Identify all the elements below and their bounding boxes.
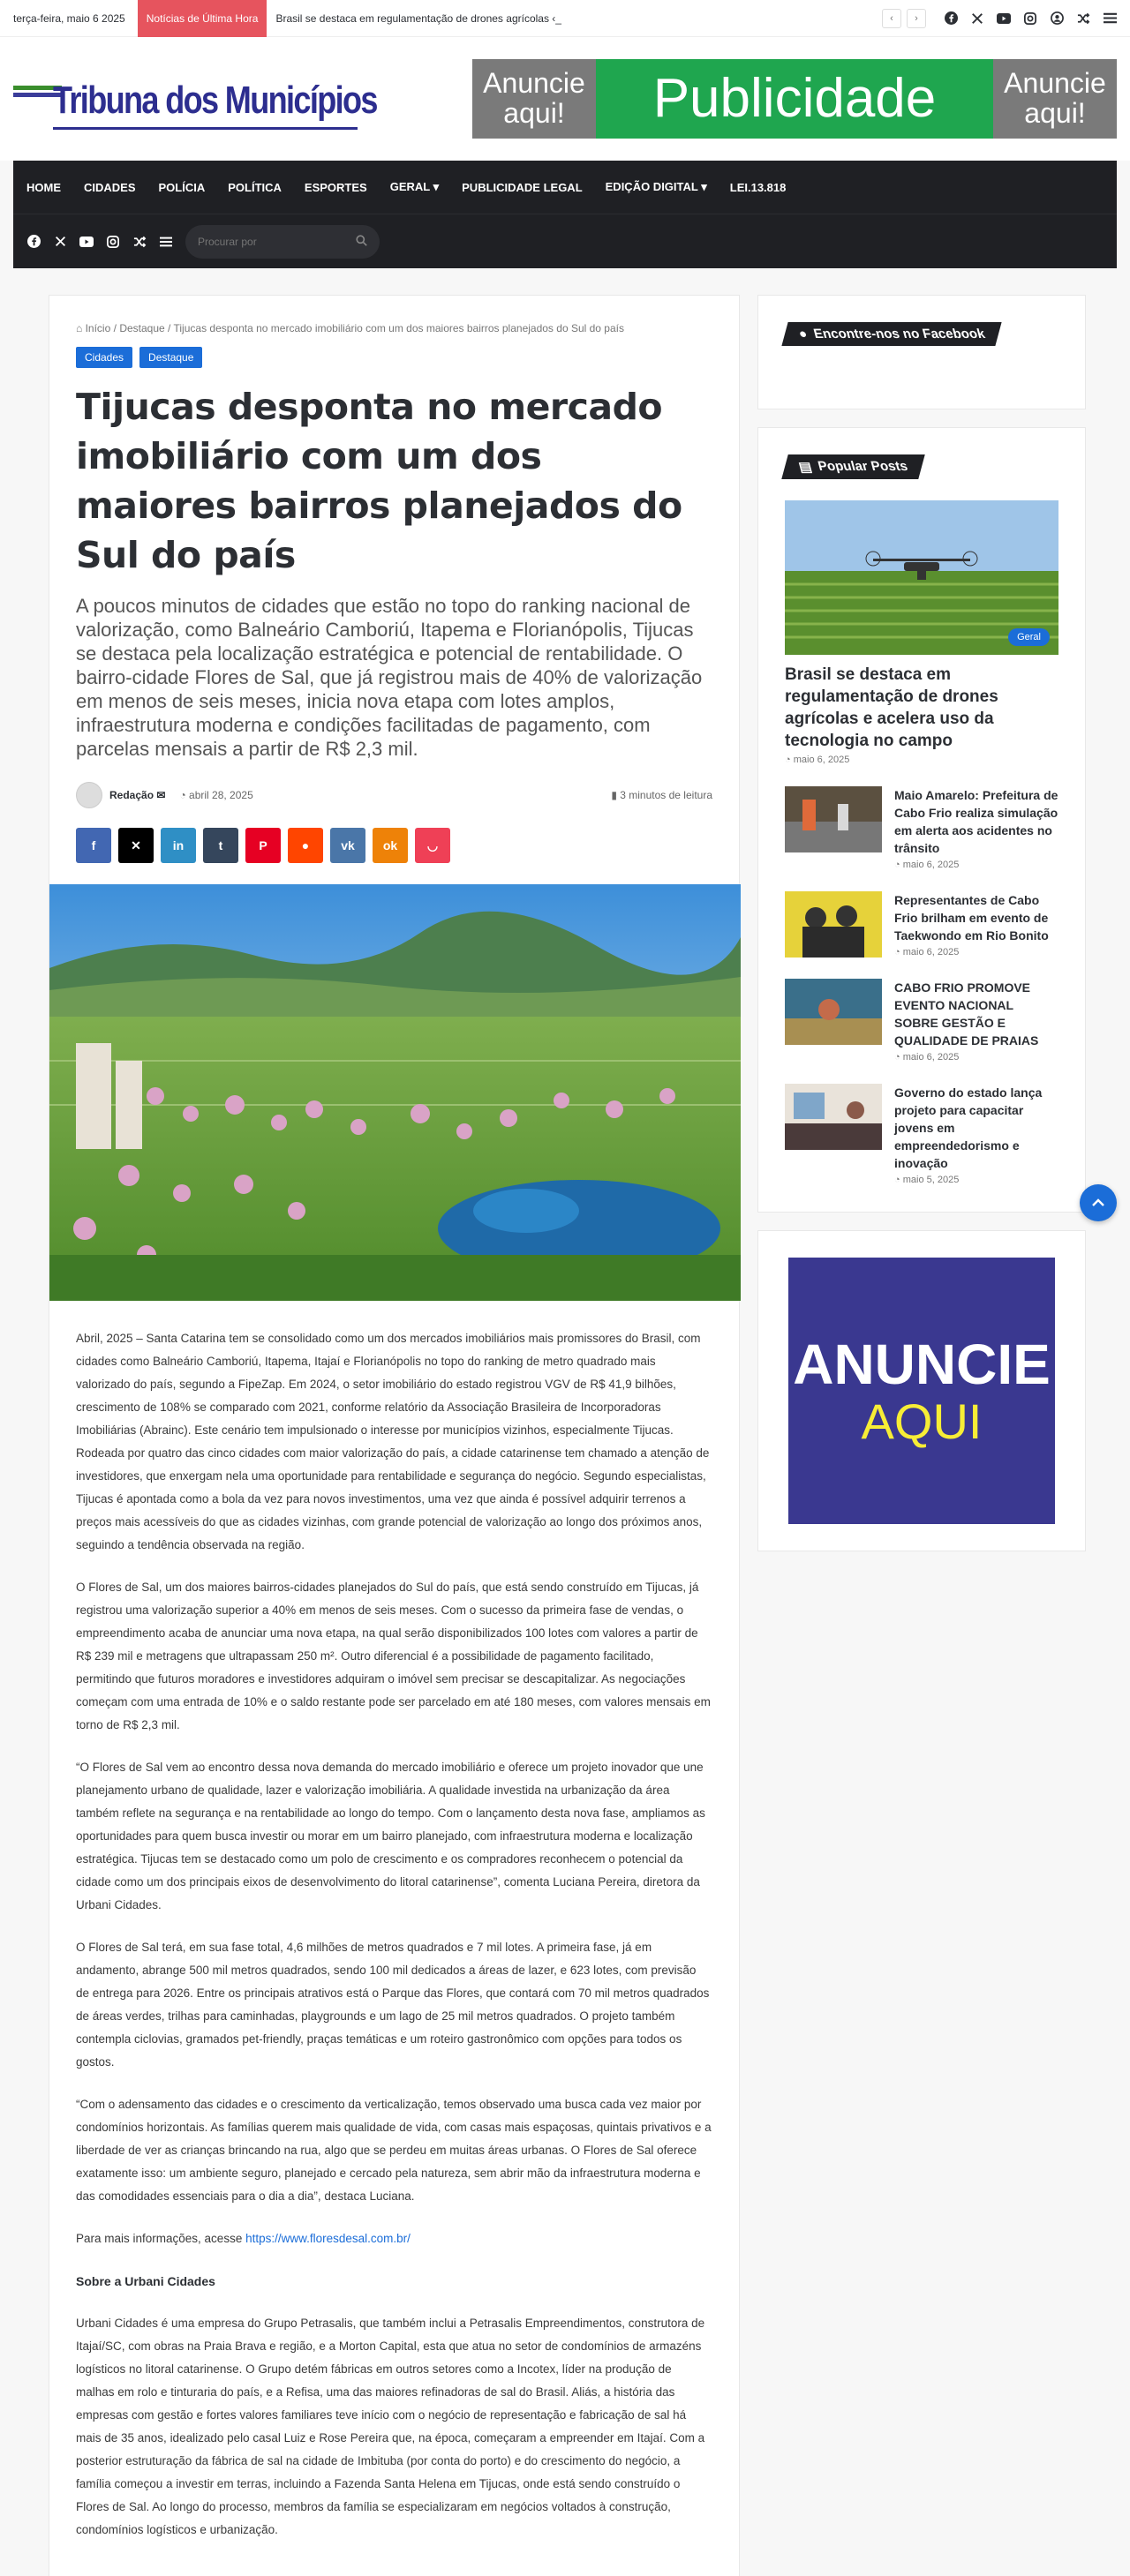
ticker-nav <box>882 9 926 28</box>
article-title: Tijucas desponta no mercado imobiliário com um dos maiores bairros planejados do Sul do país <box>76 386 682 576</box>
instagram-icon[interactable] <box>1023 11 1037 26</box>
facebook-widget-title-text: Encontre-nos no Facebook <box>811 327 987 342</box>
logo-text: Tribuna dos Municípios <box>53 79 377 122</box>
youtube-icon[interactable] <box>997 11 1011 26</box>
nav-item-geral[interactable] <box>379 180 450 194</box>
more-info-label: Para mais informações, acesse <box>76 2232 243 2245</box>
list-item <box>785 891 1058 958</box>
article <box>49 295 740 2576</box>
breadcrumb-section[interactable]: Destaque <box>119 322 165 334</box>
author-name[interactable] <box>109 789 165 801</box>
nav-item-cidades[interactable]: CIDADES <box>84 180 136 194</box>
top-social-icons <box>944 11 1117 26</box>
clock-icon: ◔ <box>894 1052 900 1063</box>
share-pinterest-button[interactable]: P <box>245 828 281 863</box>
article-subtitle: A poucos minutos de cidades que estão no topo do ranking nacional de valorização, como Balneário Camboriú, Itapema e Florianópolis, Tijucas se destaca pela localização estratégica e potencial de rentabilidade. O bairro-cidade Flores de Sal, que já registrou mais de 40% de valorização em menos de seis meses, inicia nova etapa com lotes amplos, infraestrutura moderna e condições facilitadas de pagamento, com parcelas mensais a partir de R$ 2,3 mil. <box>76 595 703 760</box>
clock-icon: ◔ <box>179 789 190 801</box>
nav-item-publicidade-legal[interactable]: PUBLICIDADE LEGAL <box>462 180 583 194</box>
featured-post-image[interactable] <box>785 500 1058 655</box>
envelope-icon: ✉ <box>156 789 166 801</box>
list-item <box>785 786 1058 870</box>
share-linkedin-button[interactable]: in <box>161 828 196 863</box>
list-item <box>785 979 1058 1063</box>
article-paragraph: Abril, 2025 – Santa Catarina tem se consolidado como um dos mercados imobiliários mais promissores do Brasil, com cidades como Balneário Camboriú, Itapema, Itajaí e Florianópolis no topo do ranking de metro quadrado mais valorizado do país, segundo a FipeZap. Em 2024, o setor imobiliário do estado registrou VGV de R$ 41,9 bilhões, crescimento de 108% se comparado com 2021, conforme relatório da Associação Brasileira de Incorporadoras Imobiliárias (Abrainc). Este cenário tem impulsionado o interesse por municípios vizinhos, especialmente Tijucas. Rodeada por quatro das cinco cidades com maior valorização do país, a cidade catarinense tem chamado a atenção de investidores, que enxergam nela uma oportunidade para rentabilidade e segurança do negócio. Segundo especialistas, Tijucas é apontada como a bola da vez para novos investimentos, uma vez que ainda é possível adquirir terrenos a preços mais acessíveis do que as cidades vizinhas, com grande potencial de valorização ao longo dos próximos anos, seguindo a tendência observada na região. <box>76 1332 710 1551</box>
article-paragraph: “Com o adensamento das cidades e o crescimento da verticalização, temos observado uma busca cada vez maior por condomínios horizontais. As famílias querem mais qualidade de vida, com casas mais espaçosas, quintais privativos e a liberdade de ver as crianças brincando na rua, algo que se perdeu em muitas áreas urbanas. O Flores de Sal oferece exatamente isso: um ambiente seguro, planejado e cercado pela natureza, sem abrir mão da infraestrutura moderna e das comodidades essenciais para o dia a dia”, destaca Luciana. <box>76 2098 712 2203</box>
instagram-icon[interactable] <box>106 235 120 249</box>
post-date-text: maio 6, 2025 <box>902 947 960 958</box>
post-date-text: maio 6, 2025 <box>902 1052 960 1063</box>
facebook-icon[interactable] <box>944 11 958 26</box>
breadcrumb-current: Tijucas desponta no mercado imobiliário com um dos maiores bairros planejados do Sul do país <box>173 322 624 334</box>
article-meta <box>76 782 712 808</box>
avatar[interactable] <box>76 782 102 808</box>
post-title[interactable]: CABO FRIO PROMOVE EVENTO NACIONAL SOBRE GESTÃO E QUALIDADE DE PRAIAS <box>894 980 1039 1048</box>
author-name-label: Redação <box>109 789 154 801</box>
facebook-icon: ● <box>796 327 810 342</box>
nav-item-lei[interactable]: LEI.13.818 <box>729 180 787 194</box>
ad-line1: ANUNCIE <box>793 1333 1051 1396</box>
main-navigation <box>13 161 1117 268</box>
article-date: abril 28, 2025 <box>189 789 253 801</box>
current-date: terça-feira, maio 6 2025 <box>13 11 125 25</box>
featured-post-date <box>785 755 1058 765</box>
share-buttons <box>76 828 712 884</box>
clock-icon: ◔ <box>785 755 791 765</box>
clock-icon: ◔ <box>894 860 900 870</box>
banner-left-text: Anuncie aqui! <box>472 59 596 139</box>
site-logo[interactable] <box>13 68 377 130</box>
share-reddit-button[interactable]: ● <box>288 828 323 863</box>
nav-menu <box>13 161 1117 214</box>
post-date <box>894 1052 1058 1063</box>
document-icon: ▤ <box>796 460 814 475</box>
post-title[interactable]: Governo do estado lança projeto para capacitar jovens em empreendedorismo e inovação <box>894 1085 1043 1170</box>
search-input[interactable] <box>198 236 348 248</box>
post-thumbnail[interactable] <box>785 891 882 958</box>
youtube-icon[interactable] <box>79 235 94 249</box>
user-login-icon[interactable] <box>1050 11 1064 26</box>
share-pocket-button[interactable]: ◡ <box>415 828 450 863</box>
share-vk-button[interactable]: vk <box>330 828 365 863</box>
post-date <box>894 860 1058 870</box>
site-header <box>0 37 1130 161</box>
breaking-news-label: Notícias de Última Hora <box>138 0 267 37</box>
article-hero-image <box>49 884 741 1301</box>
post-title[interactable]: Maio Amarelo: Prefeitura de Cabo Frio realiza simulação em alerta aos acidentes no trânsito <box>894 788 1058 855</box>
ticker-prev-button[interactable]: ‹ <box>882 9 901 28</box>
sidebar-ad-banner[interactable] <box>788 1258 1055 1524</box>
home-icon: ⌂ <box>76 322 83 334</box>
nav-item-edicao-digital-label: EDIÇÃO DIGITAL <box>605 180 698 193</box>
chevron-down-icon: ▾ <box>701 180 707 193</box>
read-time-label: 3 minutos de leitura <box>620 789 712 801</box>
category-tag-destaque[interactable]: Destaque <box>139 347 202 368</box>
breadcrumb-separator: / <box>168 322 171 334</box>
more-info-link[interactable]: https://www.floresdesal.com.br/ <box>245 2232 411 2245</box>
random-article-icon[interactable] <box>1076 11 1090 26</box>
article-paragraph: O Flores de Sal terá, em sua fase total, 4,6 milhões de metros quadrados e 7 mil lotes. A primeira fase, já em andamento, abrange 500 mil metros quadrados, sendo 100 mil dedicados a áreas de lazer, e 623 lotes, com previsão de entrega para 2026. Entre os principais atrativos está o Parque das Flores, que contará com 70 mil metros quadrados de áreas verdes, trilhas para caminhadas, playgrounds e um lago de 25 mil metros quadrados. O projeto também contempla ciclovias, gramados pet-friendly, praças temáticas e um roteiro gastronômico com opções para todos os gostos. <box>76 1941 710 2069</box>
about-heading: Sobre a Urbani Cidades <box>76 2274 215 2288</box>
ad-widget <box>757 1230 1086 1551</box>
post-thumbnail[interactable] <box>785 979 882 1045</box>
about-paragraph: Urbani Cidades é uma empresa do Grupo Petrasalis, que também inclui a Petrasalis Empreendimentos, construtora de Itajaí/SC, com obras na Praia Brava e região, e a Morton Capital, esta que atua no setor de condomínios de armazéns logísticos no litoral catarinense. O Grupo detém fábricas em outros setores como a Incotex, líder na produção de malhas em rolo e tinturaria do país, e a Refisa, uma das maiores refinadoras de sal do Brasil. Aliás, a história das empresas com gestão e fortes valores familiares teve início com o negócio de representação e fabricação de sal há mais de 35 anos, idealizado pelo casal Luiz e Rose Pereira que, na época, começaram a empreender em Itajaí. Com a posterior estruturação da fábrica de sal na cidade de Imbituba (por conta do porto) e do crescimento do negócio, a família começou a investir em terras, incluindo a Fazenda Santa Helena em Tijucas, onde está sendo construído o Flores de Sal. Ao longo do processo, membros da família se especializaram em negócios voltados à construção, condomínios logísticos e urbanização. <box>76 2317 705 2536</box>
share-facebook-button[interactable]: f <box>76 828 111 863</box>
search-box <box>185 225 380 259</box>
post-thumbnail[interactable] <box>785 1084 882 1150</box>
facebook-widget-title <box>781 322 1002 346</box>
article-paragraph: O Flores de Sal, um dos maiores bairros-cidades planejados do Sul do país, que está sendo construído em Tijucas, já registrou uma valorização superior a 40% em menos de seis meses. Com o sucesso da primeira fase de vendas, o empreendimento acaba de anunciar uma nova etapa, na qual serão disponibilizados 100 lotes com valores a partir de R$ 239 mil e metragens que ultrapassam 250 m². Outro diferencial é a possibilidade de pagamento facilitado, permitindo que futuros moradores e investidores adquiram o imóvel sem precisar se descapitalizar. As negociações começam com uma entrada de 10% e o saldo restante pode ser parcelado em até 180 meses, com valores mensais em torno de R$ 2,3 mil. <box>76 1581 711 1731</box>
article-body <box>49 1301 739 2576</box>
post-date-text: maio 5, 2025 <box>902 1175 960 1185</box>
read-time <box>611 789 712 801</box>
nav-item-politica[interactable]: POLÍTICA <box>228 180 282 194</box>
breadcrumb <box>76 322 712 334</box>
popular-posts-title <box>781 454 925 479</box>
sidebar <box>757 295 1086 2576</box>
nav-item-policia[interactable]: POLÍCIA <box>158 180 206 194</box>
facebook-icon[interactable] <box>26 235 41 249</box>
breaking-news-ticker[interactable]: Brasil se destaca em regulamentação de drones agrícolas ‹_ <box>275 11 561 25</box>
category-badge[interactable]: Geral <box>1008 628 1050 646</box>
post-title[interactable]: Representantes de Cabo Frio brilham em evento de Taekwondo em Rio Bonito <box>894 893 1049 943</box>
breadcrumb-separator: / <box>113 322 117 334</box>
share-tumblr-button[interactable]: t <box>203 828 238 863</box>
nav-item-edicao-digital[interactable] <box>594 180 719 194</box>
popular-posts-widget <box>757 427 1086 1213</box>
x-icon[interactable] <box>53 235 67 249</box>
popular-posts-title-text: Popular Posts <box>816 459 910 474</box>
post-date-text: maio 6, 2025 <box>902 860 960 870</box>
nav-tools <box>13 214 1117 268</box>
bookmark-icon: ▮ <box>611 789 617 801</box>
breadcrumb-home[interactable]: Início <box>85 322 111 334</box>
facebook-widget <box>757 295 1086 409</box>
article-header <box>49 296 739 884</box>
header-ad-banner[interactable] <box>472 59 1117 139</box>
ad-line2: AQUI <box>861 1393 983 1449</box>
clock-icon: ◔ <box>894 947 900 958</box>
clock-icon: ◔ <box>894 1175 900 1185</box>
nav-item-home[interactable]: HOME <box>26 180 61 194</box>
category-tags <box>76 347 712 368</box>
category-tag-cidades[interactable]: Cidades <box>76 347 132 368</box>
chevron-up-icon <box>1091 1198 1105 1207</box>
featured-post-date-text: maio 6, 2025 <box>793 755 850 765</box>
featured-post-title[interactable]: Brasil se destaca em regulamentação de drones agrícolas e acelera uso da tecnologia no campo <box>785 665 998 750</box>
content-wrapper <box>0 268 1130 2576</box>
chevron-down-icon: ▾ <box>433 180 440 193</box>
list-item <box>785 1084 1058 1185</box>
menu-icon[interactable] <box>159 235 173 249</box>
post-date <box>894 947 1058 958</box>
article-paragraph: “O Flores de Sal vem ao encontro dessa nova demanda do mercado imobiliário e oferece um projeto inovador que une planejamento urbano de qualidade, lazer e valorização imobiliária. A qualidade investida na urbanização da área também reflete na segurança e na rentabilidade ao longo do tempo. Com o lançamento desta nova fase, ampliamos as oportunidades para quem busca investir ou morar em um bairro planejado, com infraestrutura moderna e localização estratégica. Tijucas tem se destacado como um polo de crescimento e os compradores reconhecem o potencial da cidade como um dos principais eixos de desenvolvimento do litoral catarinense”, comenta Luciana Pereira, diretora da Urbani Cidades. <box>76 1761 705 1911</box>
nav-item-esportes[interactable]: ESPORTES <box>304 180 367 194</box>
search-icon[interactable] <box>356 235 367 249</box>
random-article-icon[interactable] <box>132 235 147 249</box>
share-odnoklassniki-button[interactable]: ok <box>373 828 408 863</box>
back-to-top-button[interactable] <box>1080 1184 1117 1221</box>
top-bar <box>0 0 1130 37</box>
x-icon[interactable] <box>970 11 984 26</box>
menu-icon[interactable] <box>1103 11 1117 26</box>
nav-item-geral-label: GERAL <box>389 180 430 193</box>
post-thumbnail[interactable] <box>785 786 882 852</box>
banner-center-text: Publicidade <box>596 59 993 139</box>
banner-right-text: Anuncie aqui! <box>993 59 1117 139</box>
post-date <box>894 1175 1058 1185</box>
share-x-button[interactable]: ✕ <box>118 828 154 863</box>
more-info <box>76 2227 712 2250</box>
ticker-next-button[interactable]: › <box>907 9 926 28</box>
